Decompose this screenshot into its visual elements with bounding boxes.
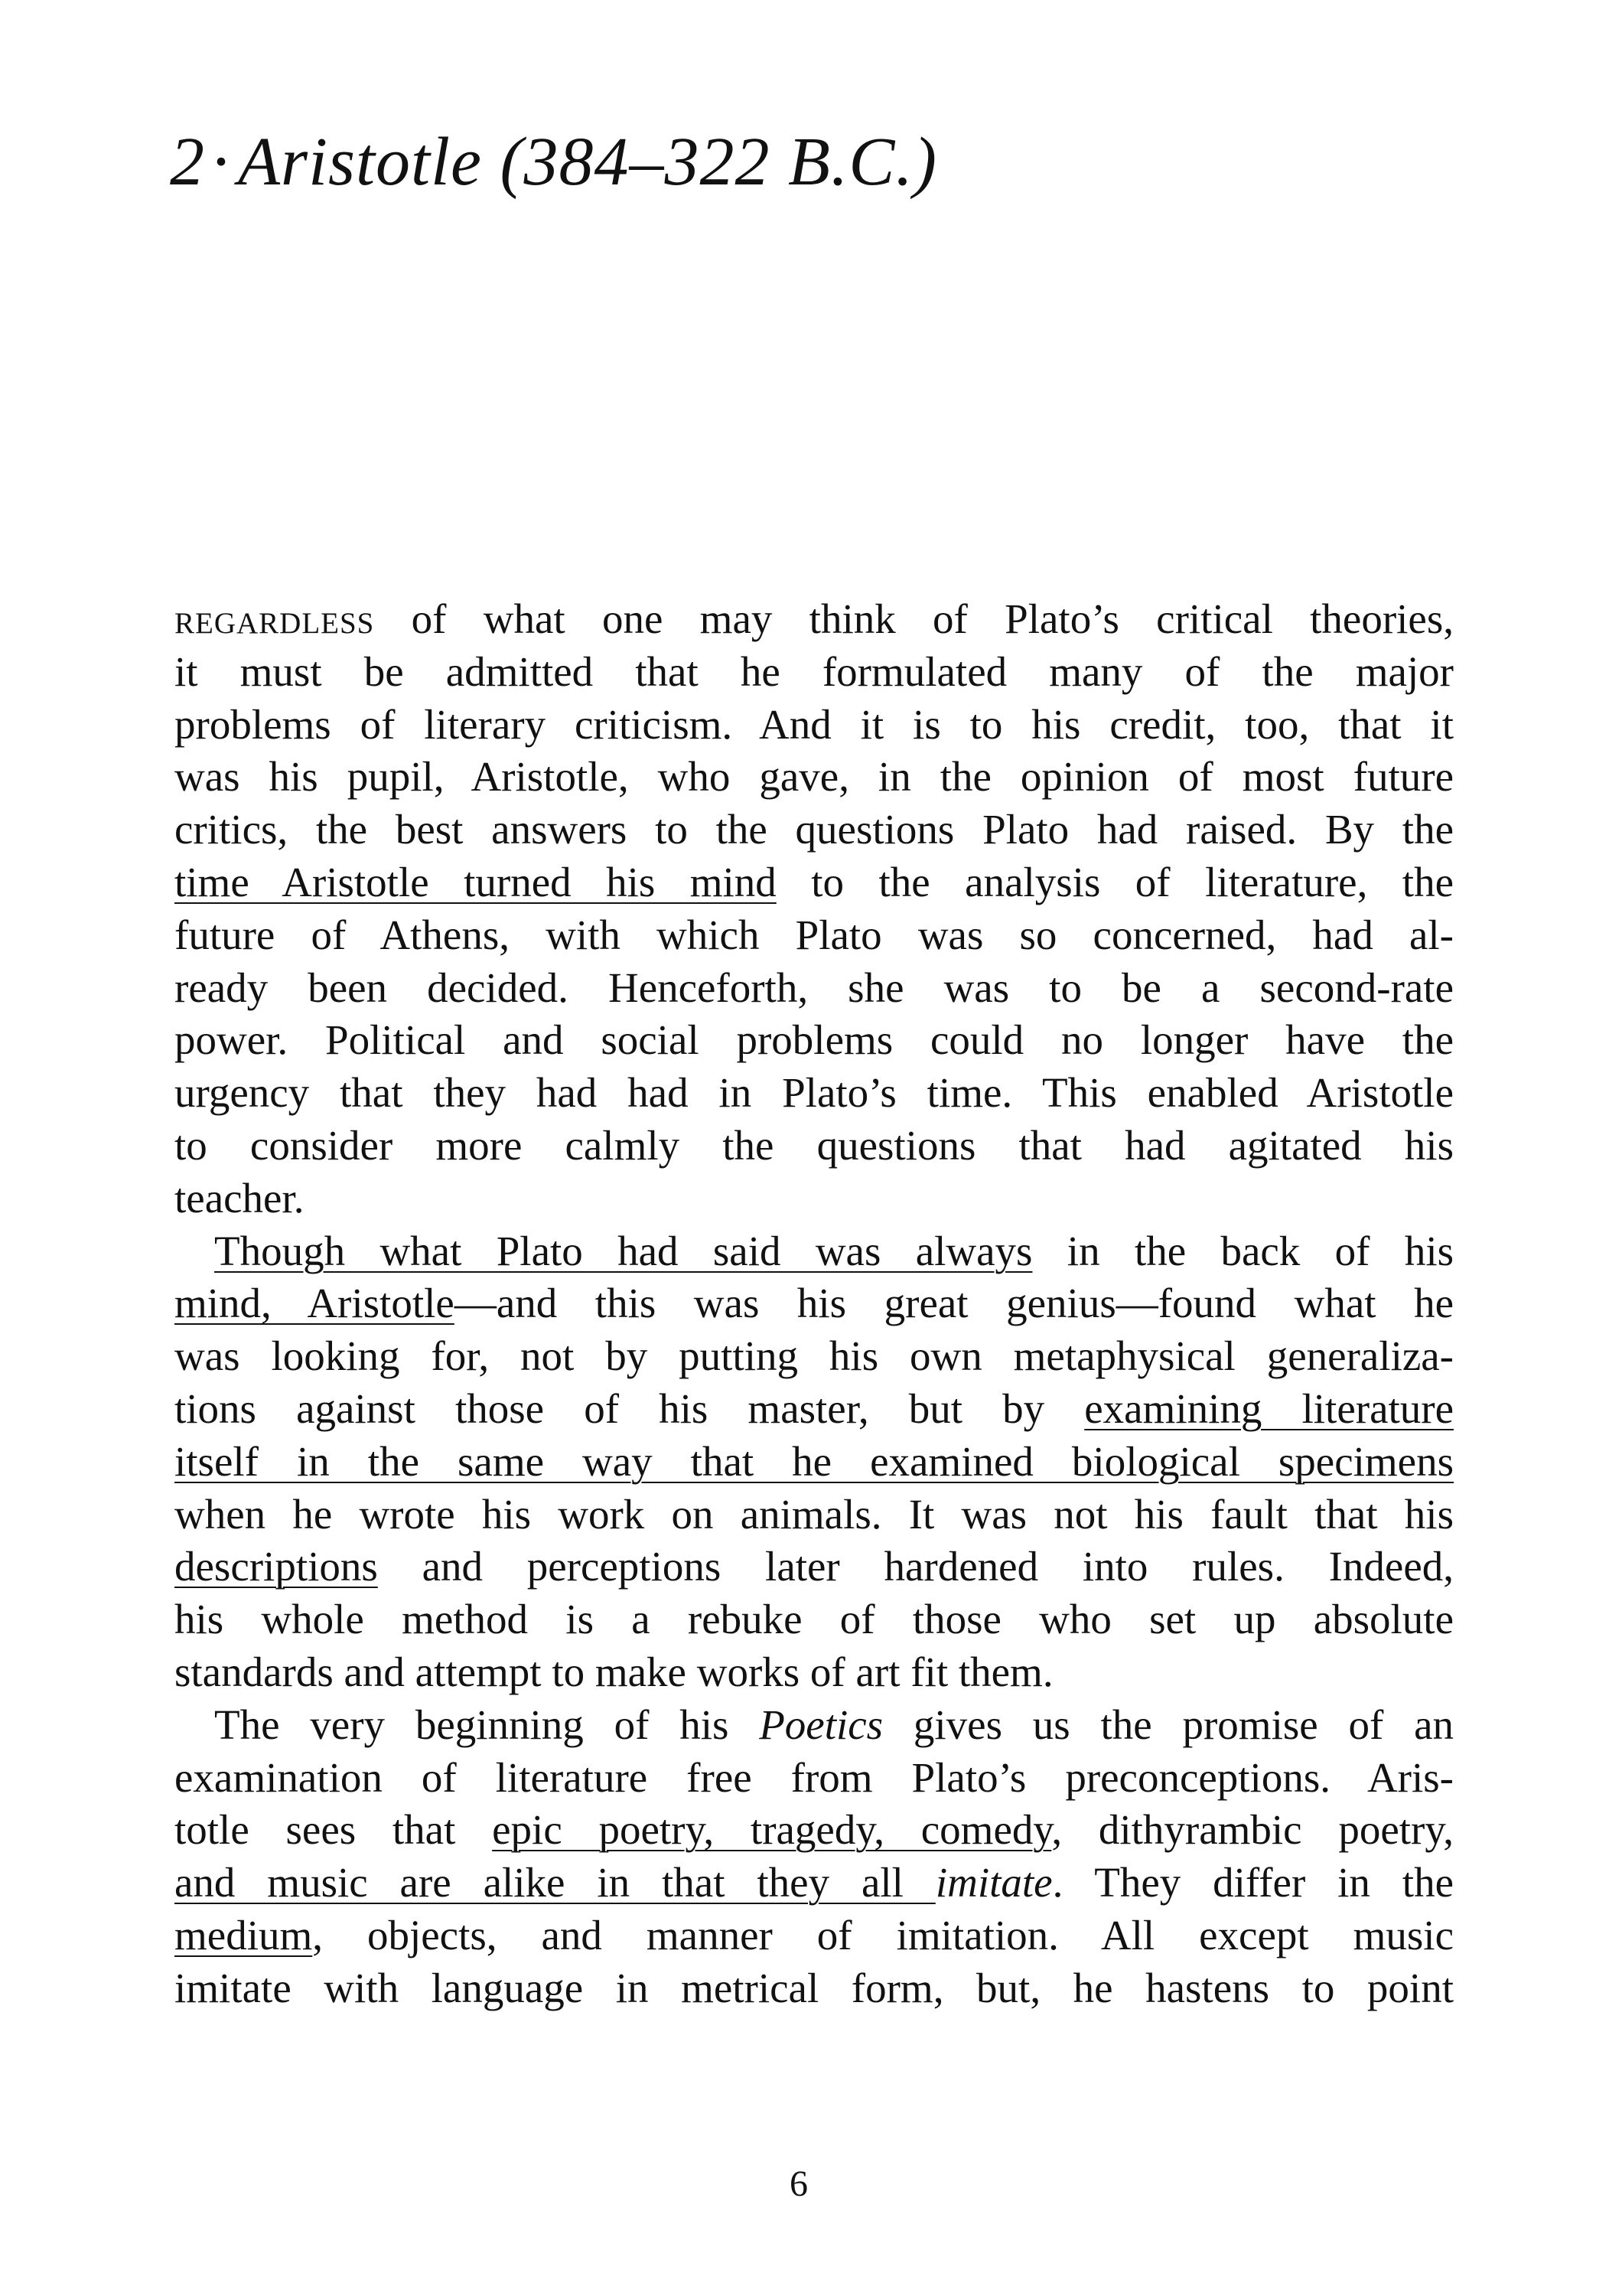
text-line: time Aristotle turned his mind to the analysis of literature, the — [174, 858, 1454, 905]
chapter-name: Aristotle (384–322 B.C.) — [237, 124, 937, 200]
underlined-text: descriptions — [174, 1543, 378, 1590]
text-line: critics, the best answers to the questions Plato had raised. By the — [174, 806, 1454, 853]
underlined-text: medium — [174, 1911, 313, 1958]
book-title: Poetics — [759, 1701, 884, 1748]
text-line: medium, objects, and manner of imitation. All except music — [174, 1911, 1454, 1958]
text-line: was looking for, not by putting his own metaphysical generaliza- — [174, 1332, 1454, 1380]
body-text — [174, 593, 1454, 2015]
underlined-text: Though what Plato had said was always — [214, 1227, 1033, 1274]
text-line: when he wrote his work on animals. It was not his fault that his — [174, 1490, 1454, 1538]
text-line: The very beginning of his Poetics gives us the promise of an — [214, 1701, 1454, 1748]
chapter-number: 2 — [170, 124, 205, 200]
text-line: it must be admitted that he formulated many of the major — [174, 647, 1454, 695]
text-line: to consider more calmly the questions that had agitated his — [174, 1121, 1454, 1169]
text-line: itself in the same way that he examined biological specimens — [174, 1437, 1454, 1485]
text-line: standards and attempt to make works of art fit them. — [174, 1648, 1054, 1695]
text-line: teacher. — [174, 1174, 305, 1221]
underlined-text: mind, Aristotle — [174, 1280, 454, 1327]
text-line: descriptions and perceptions later hardened into rules. Indeed, — [174, 1543, 1454, 1590]
paragraph-1 — [174, 593, 1454, 1225]
underlined-text: and music are alike in that they all — [174, 1859, 936, 1906]
paragraph-2 — [174, 1225, 1454, 1699]
text-line: regardless of what one may think of Plato’s critical theories, — [174, 595, 1454, 642]
emphasis: imitate — [935, 1859, 1053, 1906]
text-line: examination of literature free from Plato’s preconceptions. Aris- — [174, 1753, 1454, 1801]
page-number: 6 — [790, 2164, 808, 2204]
underlined-text: examining literature — [1084, 1384, 1454, 1432]
text-line: totle sees that epic poetry, tragedy, comedy, dithyrambic poetry, — [174, 1806, 1454, 1854]
chapter-title — [170, 122, 937, 201]
text-line: tions against those of his master, but by examining literature — [174, 1384, 1454, 1432]
text-line: future of Athens, with which Plato was so concerned, had al- — [174, 911, 1454, 958]
text-line: Though what Plato had said was always in the back of his — [214, 1227, 1454, 1274]
text-line: power. Political and social problems could no longer have the — [174, 1016, 1454, 1064]
underlined-text: time Aristotle turned his mind — [174, 858, 777, 905]
text-line: urgency that they had had in Plato’s time. This enabled Aristotle — [174, 1069, 1454, 1117]
text-line: imitate with language in metrical form, but, he hastens to point — [174, 1964, 1454, 2011]
text-line: problems of literary criticism. And it is to his credit, too, that it — [174, 700, 1454, 748]
chapter-separator: · — [210, 124, 233, 200]
paragraph-3 — [174, 1699, 1454, 2015]
drop-word: regardless — [174, 595, 375, 642]
text-line: his whole method is a rebuke of those who set up absolute — [174, 1596, 1454, 1643]
text-line: was his pupil, Aristotle, who gave, in the opinion of most future — [174, 753, 1454, 801]
underlined-text: epic poetry, tragedy, comedy — [492, 1806, 1052, 1854]
text-line: and music are alike in that they all imitate. They differ in the — [174, 1859, 1454, 1906]
text-line: mind, Aristotle—and this was his great genius—found what he — [174, 1280, 1454, 1327]
text-line: ready been decided. Henceforth, she was to be a second-rate — [174, 964, 1454, 1011]
